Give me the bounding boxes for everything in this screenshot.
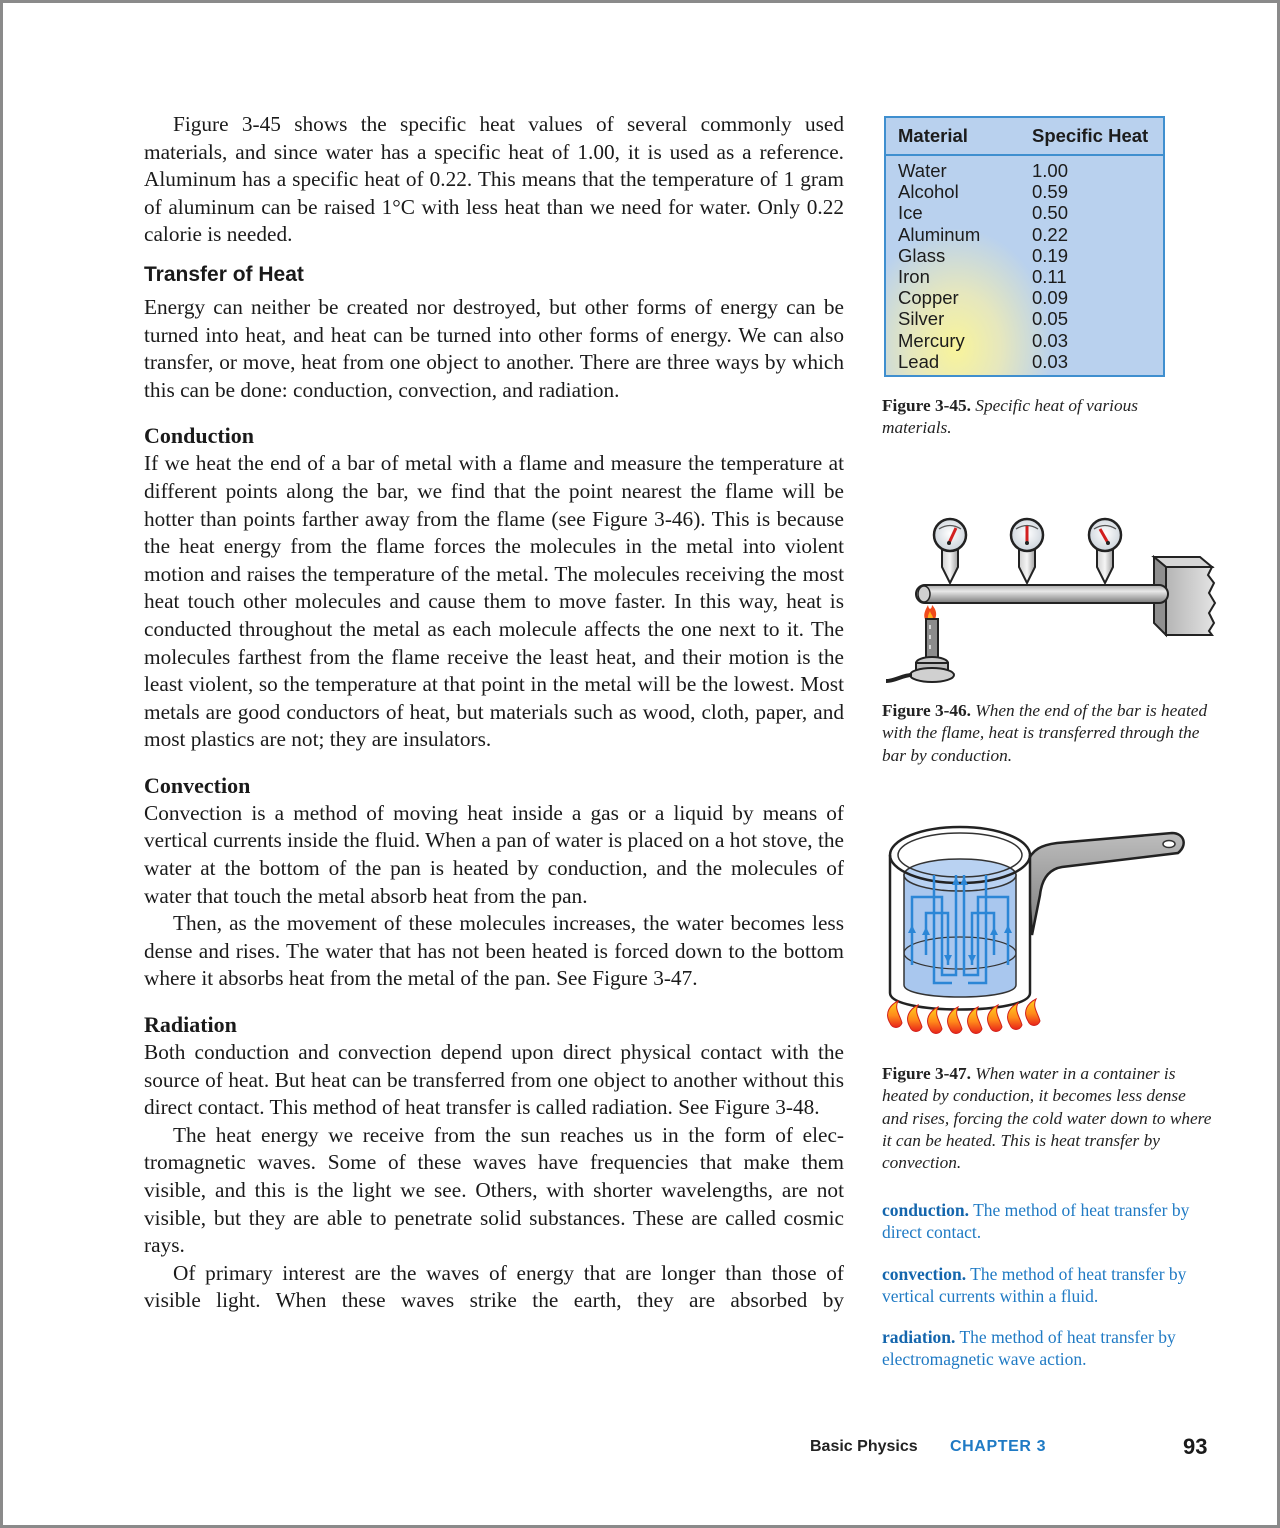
table-row bbox=[886, 266, 1163, 287]
material-cell: Copper bbox=[898, 287, 959, 309]
table-header bbox=[886, 118, 1163, 156]
glossary-term: radiation. bbox=[882, 1327, 956, 1347]
glossary-definition: The method of heat transfer by direct contact. bbox=[882, 1200, 1190, 1242]
material-cell: Ice bbox=[898, 202, 923, 224]
glossary-radiation bbox=[882, 1326, 1222, 1370]
transfer-of-heat-paragraph: Energy can neither be created nor destroyed, but other forms of energy can be turned into heat, and heat can be turned into other forms of energy. We can also transfer, or move, heat from one object to another. There are three ways by which this can be done: conduction, convection, and radiation. bbox=[144, 294, 844, 402]
material-cell: Iron bbox=[898, 265, 930, 287]
glossary-definition: The method of heat transfer by vertical currents within a fluid. bbox=[882, 1264, 1187, 1306]
convection-pot-illustration bbox=[882, 815, 1222, 1035]
table-body bbox=[886, 156, 1163, 372]
subheading-radiation: Radiation bbox=[144, 1012, 237, 1038]
section-heading-transfer-of-heat: Transfer of Heat bbox=[144, 262, 304, 286]
material-cell: Lead bbox=[898, 350, 940, 372]
table-row bbox=[886, 245, 1163, 266]
table-row bbox=[886, 181, 1163, 202]
table-row bbox=[886, 351, 1163, 372]
figure-3-46-caption bbox=[882, 700, 1212, 767]
footer-book-title: Basic Physics bbox=[810, 1438, 918, 1455]
figure-caption-text: When the end of the bar is heated with the flame, heat is transferred through the bar by conduction. bbox=[882, 701, 1208, 765]
value-cell: 1.00 bbox=[1032, 160, 1069, 181]
glossary-term: convection. bbox=[882, 1264, 967, 1284]
thermometer-gauge-cool-icon bbox=[1089, 519, 1121, 583]
thermometer-gauge-hot-icon bbox=[934, 519, 966, 583]
convection-paragraph-2: Then, as the movement of these molecules increases, the water becomes less dense and rises. The water that has not been heated is forced down to the bottom where it absorbs heat from the metal of the pan. See Figure 3-47. bbox=[144, 911, 844, 991]
table-row bbox=[886, 330, 1163, 351]
value-cell: 0.03 bbox=[1032, 329, 1069, 351]
convection-paragraph-1: Convection is a method of moving heat inside a gas or a liquid by means of vertical currents inside the fluid. When a pan of water is placed on a hot stove, the water at the bottom of the pan is heated by conduction, and the molecules of water that touch the metal absorb heat from the pan. bbox=[144, 800, 844, 908]
material-cell: Glass bbox=[898, 244, 946, 266]
value-cell: 0.59 bbox=[1032, 181, 1069, 203]
conduction-bar-illustration bbox=[882, 505, 1222, 695]
glossary-convection bbox=[882, 1263, 1202, 1307]
material-cell: Silver bbox=[898, 308, 945, 330]
value-cell: 0.50 bbox=[1032, 202, 1069, 224]
page-number: 93 bbox=[1183, 1434, 1208, 1459]
glossary-term: conduction. bbox=[882, 1200, 970, 1220]
radiation-paragraph-3: Of primary interest are the waves of energy that are longer than those of visible light. When these waves strike the earth, they are absorbed by bbox=[144, 1260, 844, 1313]
subheading-convection: Convection bbox=[144, 772, 251, 798]
material-cell: Mercury bbox=[898, 329, 965, 351]
glossary-definition: The method of heat transfer by electromagnetic wave action. bbox=[882, 1327, 1176, 1369]
pan-handle-icon bbox=[1027, 833, 1184, 935]
table-row bbox=[886, 202, 1163, 223]
footer-chapter: CHAPTER 3 bbox=[950, 1438, 1047, 1455]
figure-caption-text: Specific heat of various materials. bbox=[882, 396, 1138, 438]
value-cell: 0.09 bbox=[1032, 287, 1069, 309]
specific-heat-table bbox=[884, 116, 1165, 377]
value-cell: 0.19 bbox=[1032, 244, 1069, 266]
table-row bbox=[886, 160, 1163, 181]
value-cell: 0.11 bbox=[1032, 265, 1067, 287]
glossary-conduction bbox=[882, 1199, 1217, 1243]
value-cell: 0.03 bbox=[1032, 350, 1069, 372]
material-cell: Water bbox=[898, 160, 947, 181]
conduction-paragraph: If we heat the end of a bar of metal with a flame and measure the temperature at different points along the bar, we find that the point nearest the flame will be hotter than points farther away from the flame (see Figure 3-46). This is because the heat energy from the flame forces the molecules in the metal into violent motion and raises the temperature of the metal. The molecules receiving the most heat touch other molecules and cause them to move faster. In this way, heat is conducted throughout the metal as each molecule affects the one next to it. The molecules farthest from the flame receive the least heat, and their motion is the least violent, so the temperature at that point in the metal will be the lowest. Most metals are good conductors of heat, but materials such as wood, cloth, paper, and most plastics are not; they are insulators. bbox=[144, 451, 844, 752]
header-specific-heat: Specific Heat bbox=[1032, 125, 1149, 146]
table-row bbox=[886, 308, 1163, 329]
radiation-paragraph-2: The heat energy we receive from the sun reaches us in the form of electromagnetic waves. Some of these waves have frequencies that make them visible, and this is the light we see. Others, with shorter wavelengths, are not visible, but they are able to penetrate solid substances. These are called cosmic rays. bbox=[144, 1122, 844, 1258]
figure-label: Figure 3-47. bbox=[882, 1064, 971, 1083]
figure-label: Figure 3-46. bbox=[882, 701, 971, 720]
material-cell: Alcohol bbox=[898, 181, 959, 203]
intro-paragraph: Figure 3-45 shows the specific heat values of several commonly used materials, and since water has a specific heat of 1.00, it is used as a reference. Aluminum has a specific heat of 0.22. This means that the temperature of 1 gram of aluminum can be raised 1°C with less heat than we need for water. Only 0.22 calorie is needed. bbox=[144, 112, 844, 247]
subheading-conduction: Conduction bbox=[144, 423, 255, 449]
figure-caption-text: When water in a container is heated by conduction, it becomes less dense and rises, forcing the cold water down to where it can be heated. This is heat transfer by convection. bbox=[882, 1064, 1212, 1173]
radiation-paragraph-1: Both conduction and convection depend upon direct physical contact with the source of heat. But heat can be transferred from one object to another without this direct contact. This method of heat transfer is called radiation. See Figure 3-48. bbox=[144, 1040, 844, 1120]
value-cell: 0.22 bbox=[1032, 223, 1069, 245]
thermometer-gauge-medium-icon bbox=[1011, 519, 1043, 583]
figure-label: Figure 3-45. bbox=[882, 396, 971, 415]
header-material: Material bbox=[898, 125, 968, 146]
bunsen-burner-icon bbox=[886, 619, 954, 682]
table-row bbox=[886, 287, 1163, 308]
material-cell: Aluminum bbox=[898, 223, 981, 245]
figure-3-45-caption bbox=[882, 395, 1192, 440]
figure-3-47-caption bbox=[882, 1063, 1212, 1174]
table-row bbox=[886, 224, 1163, 245]
metal-bar-icon bbox=[916, 585, 1168, 603]
value-cell: 0.05 bbox=[1032, 308, 1069, 330]
main-text-column bbox=[144, 111, 844, 1315]
figure-3-47-illustration bbox=[882, 815, 1222, 1035]
figure-3-46-illustration bbox=[882, 505, 1222, 695]
